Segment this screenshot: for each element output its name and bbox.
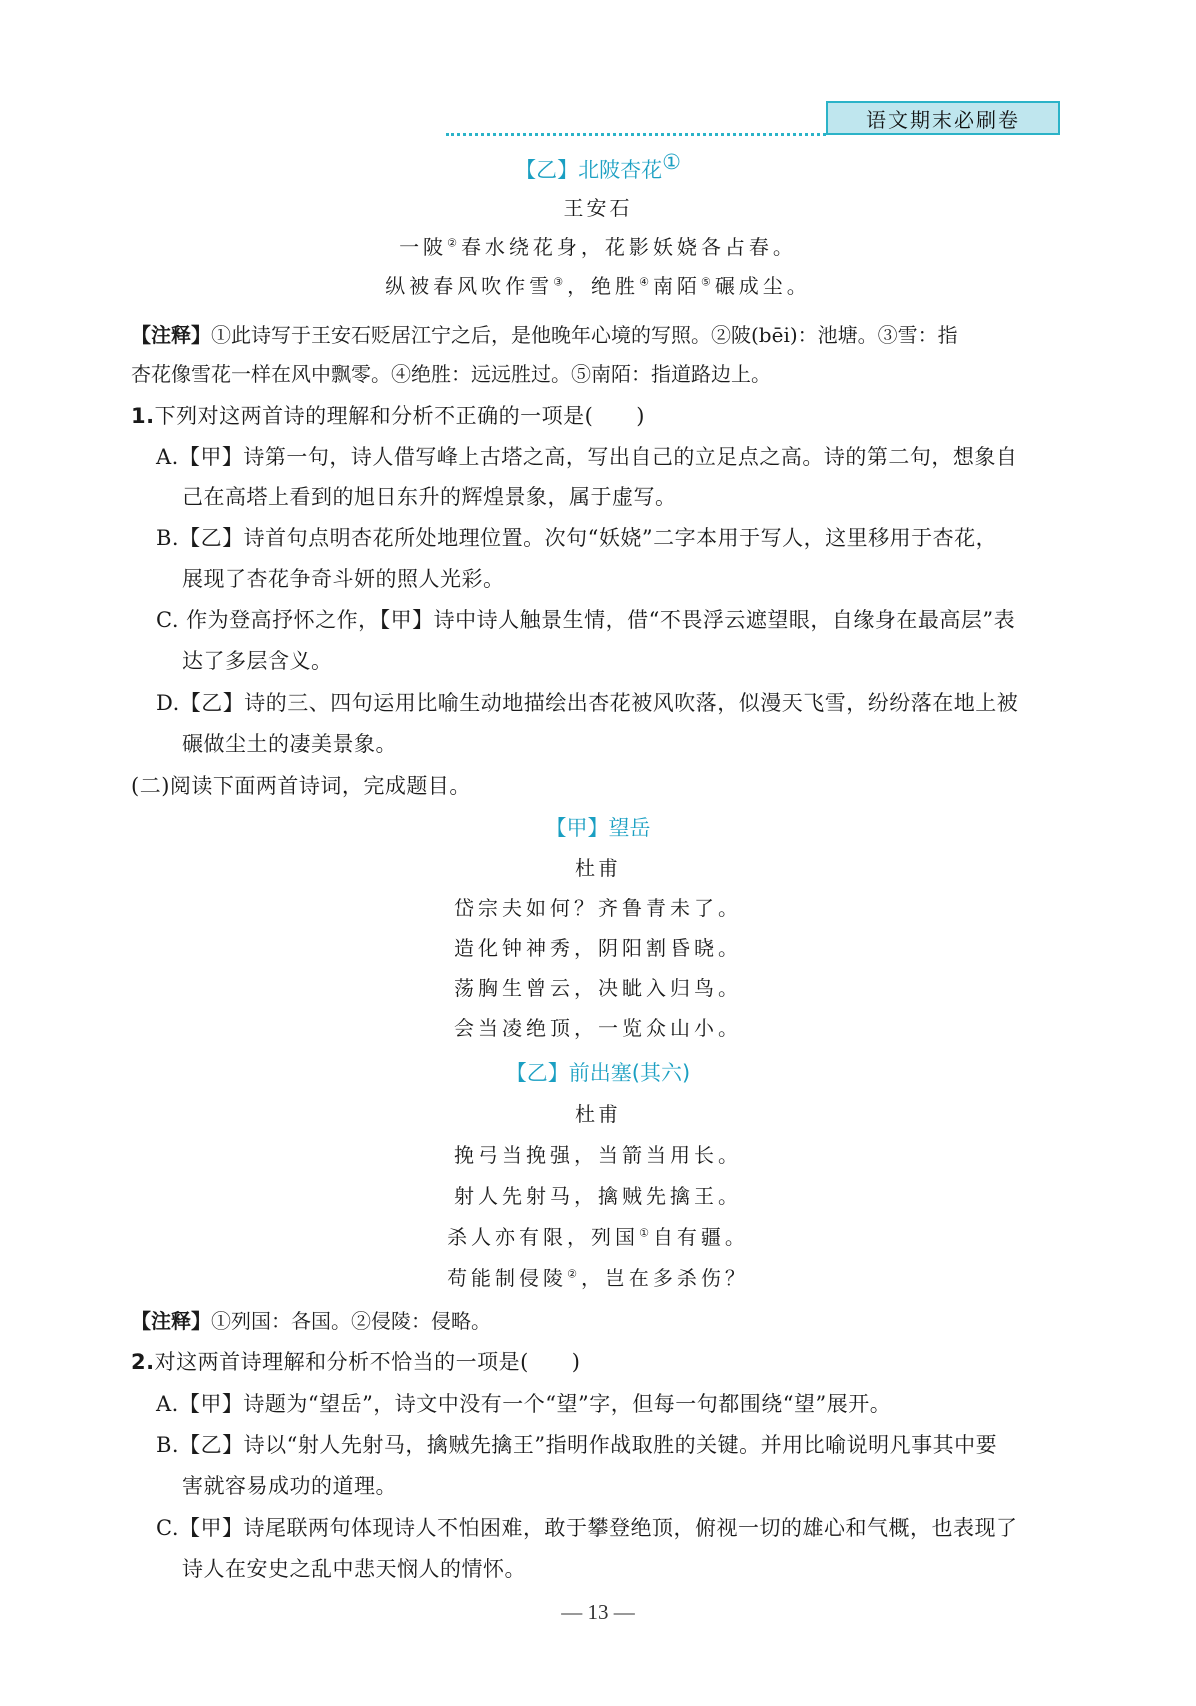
poem-line: 造化钟神秀，阴阳割昏晓。	[454, 936, 742, 960]
annotation: 杏花像雪花一样在风中飘零。④绝胜：远远胜过。⑤南陌：指道路边上。	[131, 362, 771, 386]
poem-title: 【乙】北陂杏花①	[515, 150, 681, 182]
option-b: B.【乙】诗以“射人先射马，擒贼先擒王”指明作战取胜的关键。并用比喻说明凡事其中要	[156, 1433, 998, 1457]
option-c-cont: 诗人在安史之乱中悲天悯人的情怀。	[182, 1557, 526, 1581]
annotation: 【注释】①此诗写于王安石贬居江宁之后，是他晚年心境的写照。②陂(bēi)：池塘。③雪：指	[131, 323, 958, 347]
poem-line: 会当凌绝顶，一览众山小。	[454, 1016, 742, 1040]
option-d: D.【乙】诗的三、四句运用比喻生动地描绘出杏花被风吹落，似漫天飞雪，纷纷落在地上被	[156, 691, 1019, 715]
option-a-cont: 己在高塔上看到的旭日东升的辉煌景象，属于虚写。	[182, 485, 677, 509]
option-d-cont: 碾做尘土的凄美景象。	[182, 732, 397, 756]
poem-title: 【乙】前出塞(其六)	[505, 1061, 691, 1085]
header-dotted-rule	[446, 133, 826, 136]
poem-line: 挽弓当挽强，当箭当用长。	[454, 1143, 742, 1167]
annotation: 【注释】①列国：各国。②侵陵：侵略。	[131, 1309, 491, 1333]
option-b-cont: 害就容易成功的道理。	[182, 1474, 397, 1498]
poem-line: 一陂②春水绕花身，花影妖娆各占春。	[399, 235, 797, 259]
poem-line: 荡胸生曾云，决眦入归鸟。	[454, 976, 742, 1000]
poem-line: 苟能制侵陵②，岂在多杀伤？	[447, 1266, 749, 1290]
page-number: — 13 —	[561, 1600, 635, 1624]
poem-author: 杜甫	[575, 856, 621, 880]
header-label: 语文期末必刷卷	[826, 101, 1060, 135]
poem-line: 纵被春风吹作雪③，绝胜④南陌⑤碾成尘。	[385, 274, 811, 298]
option-a: A.【甲】诗题为“望岳”，诗文中没有一个“望”字，但每一句都围绕“望”展开。	[156, 1392, 892, 1416]
option-c-cont: 达了多层含义。	[182, 649, 333, 673]
poem-line: 杀人亦有限，列国①自有疆。	[447, 1225, 749, 1249]
option-a: A.【甲】诗第一句，诗人借写峰上古塔之高，写出自己的立足点之高。诗的第二句，想象自	[156, 445, 1018, 469]
poem-line: 射人先射马，擒贼先擒王。	[454, 1184, 742, 1208]
poem-author: 杜甫	[575, 1102, 621, 1126]
option-b-cont: 展现了杏花争奇斗妍的照人光彩。	[182, 567, 505, 591]
section-heading: (二)阅读下面两首诗词，完成题目。	[131, 774, 471, 798]
poem-title: 【甲】望岳	[545, 816, 651, 840]
option-c: C. 作为登高抒怀之作，【甲】诗中诗人触景生情，借“不畏浮云遮望眼，自缘身在最高层”表	[156, 608, 1016, 632]
poem-line: 岱宗夫如何？齐鲁青未了。	[454, 896, 742, 920]
poem-author: 王安石	[563, 196, 633, 220]
question-stem: 1.下列对这两首诗的理解和分析不正确的一项是( )	[131, 404, 645, 428]
option-c: C.【甲】诗尾联两句体现诗人不怕困难，敢于攀登绝顶，俯视一切的雄心和气概，也表现了	[156, 1516, 1018, 1540]
question-stem: 2.对这两首诗理解和分析不恰当的一项是( )	[131, 1350, 581, 1374]
option-b: B.【乙】诗首句点明杏花所处地理位置。次句“妖娆”二字本用于写人，这里移用于杏花，	[156, 526, 998, 550]
